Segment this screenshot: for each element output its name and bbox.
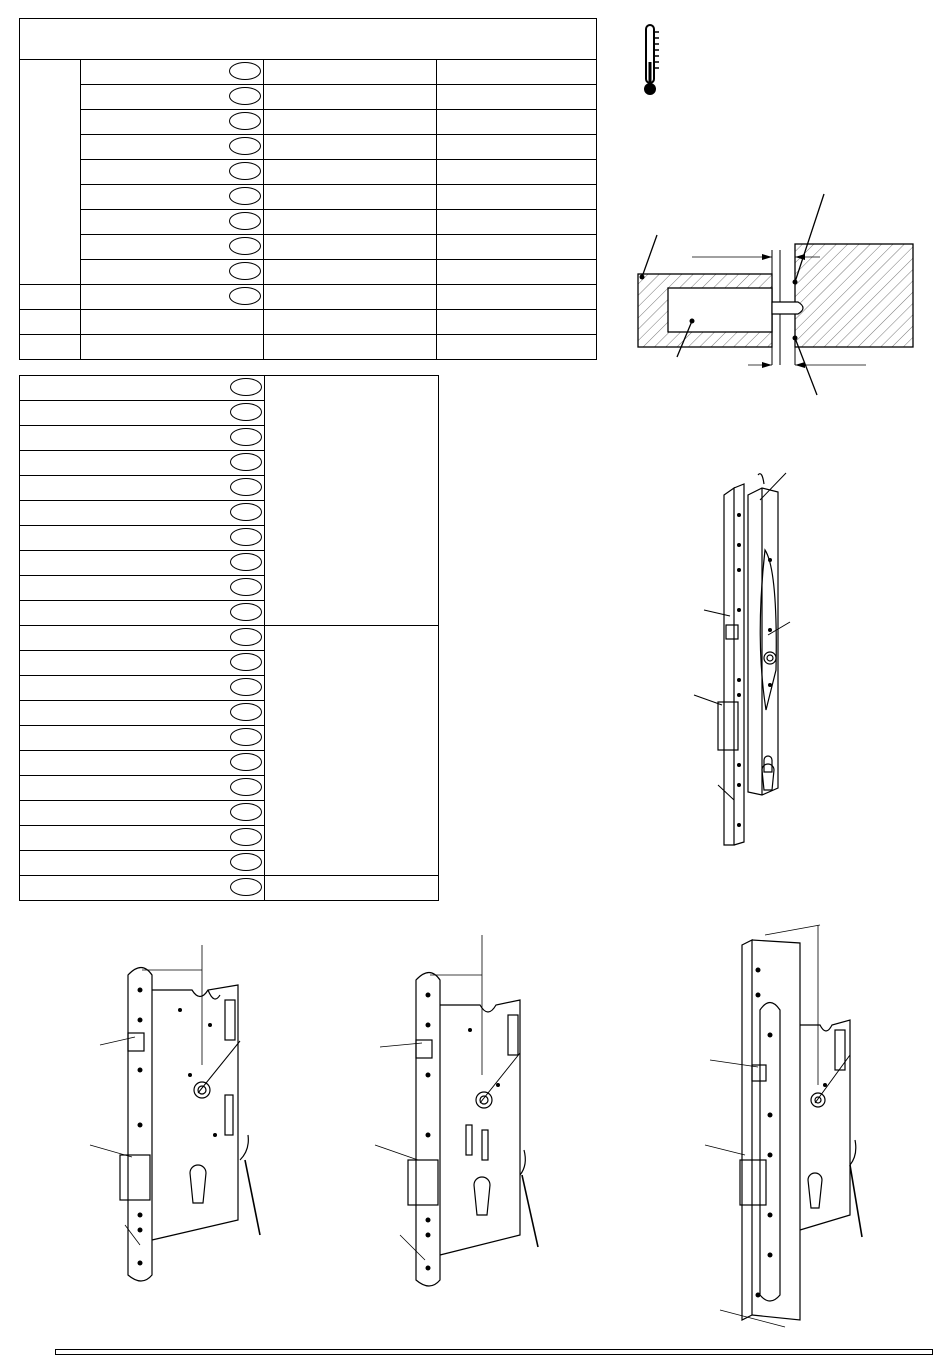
option-row — [20, 601, 265, 626]
option-row — [20, 451, 265, 476]
spec-extra-group — [20, 285, 81, 310]
option-badge — [230, 503, 262, 521]
option-row — [20, 426, 265, 451]
spec-row-value — [437, 285, 597, 310]
spec-row-label — [81, 110, 264, 135]
spec-row-label — [81, 85, 264, 110]
lock-narrow-stile — [690, 470, 800, 850]
lock-round-faceplate-a — [90, 945, 280, 1285]
spec-table-title — [20, 19, 597, 60]
option-badge — [230, 778, 262, 796]
option-row — [20, 701, 265, 726]
spec-row-value — [264, 335, 437, 360]
option-row-last — [20, 876, 265, 901]
option-row — [20, 576, 265, 601]
option-badge — [230, 678, 262, 696]
option-row — [20, 626, 265, 651]
option-badge — [230, 828, 262, 846]
spec-row-badge — [229, 237, 261, 255]
option-badge — [230, 403, 262, 421]
spec-row-badge — [229, 87, 261, 105]
spec-row-label — [81, 60, 264, 85]
option-badge — [230, 728, 262, 746]
option-row — [20, 551, 265, 576]
option-row — [20, 726, 265, 751]
option-row — [20, 401, 265, 426]
lock-round-faceplate-b — [370, 935, 560, 1295]
spec-extra-group — [20, 310, 81, 335]
option-last-value — [265, 876, 439, 901]
spec-row-badge — [229, 62, 261, 80]
option-row — [20, 651, 265, 676]
spec-row-value — [264, 85, 437, 110]
spec-row-value — [264, 310, 437, 335]
spec-row-value — [437, 60, 597, 85]
spec-row-badge — [229, 212, 261, 230]
spec-table — [19, 18, 597, 360]
spec-table-group-label — [20, 60, 81, 285]
option-row — [20, 801, 265, 826]
spec-row-label — [81, 235, 264, 260]
spec-row-value — [437, 135, 597, 160]
option-badge — [230, 428, 262, 446]
option-badge — [230, 528, 262, 546]
option-row — [20, 751, 265, 776]
option-table — [19, 375, 439, 901]
spec-row-badge — [229, 137, 261, 155]
option-row — [20, 826, 265, 851]
spec-row-value — [437, 210, 597, 235]
spec-row-value — [437, 160, 597, 185]
spec-row-label — [81, 185, 264, 210]
spec-row-value — [264, 210, 437, 235]
option-row — [20, 376, 265, 401]
spec-row-value — [264, 160, 437, 185]
spec-row-badge — [229, 262, 261, 280]
lock-case — [668, 288, 772, 332]
spec-row-label — [81, 310, 264, 335]
spec-row-badge — [229, 187, 261, 205]
spec-row-label — [81, 260, 264, 285]
option-row — [20, 851, 265, 876]
spec-row-label — [81, 335, 264, 360]
spec-row-value — [264, 235, 437, 260]
option-badge — [230, 753, 262, 771]
spec-row-badge — [229, 162, 261, 180]
spec-row-label — [81, 135, 264, 160]
option-row — [20, 501, 265, 526]
spec-row-label — [81, 160, 264, 185]
door-gap-section — [630, 190, 920, 400]
spec-row-value — [264, 135, 437, 160]
spec-row-badge — [229, 287, 261, 305]
spec-extra-group — [20, 335, 81, 360]
spec-row-value — [437, 235, 597, 260]
option-row — [20, 776, 265, 801]
spec-row-badge — [229, 112, 261, 130]
spec-row-value — [437, 110, 597, 135]
lock-wide-faceplate — [700, 915, 880, 1335]
option-badge — [230, 378, 262, 396]
option-badge — [230, 703, 262, 721]
spec-row-value — [437, 85, 597, 110]
option-badge — [230, 628, 262, 646]
thermometer-icon — [636, 22, 666, 97]
spec-row-value — [437, 335, 597, 360]
spec-row-label — [81, 285, 264, 310]
spec-row-value — [264, 60, 437, 85]
option-badge — [230, 803, 262, 821]
spec-row-label — [81, 210, 264, 235]
spec-row-value — [437, 260, 597, 285]
door-frame — [795, 244, 913, 347]
option-group-a-value — [265, 376, 439, 626]
option-badge — [230, 878, 262, 896]
option-group-b-value — [265, 626, 439, 876]
option-badge — [230, 453, 262, 471]
footer-rule — [55, 1349, 933, 1355]
option-badge — [230, 853, 262, 871]
spec-row-value — [264, 285, 437, 310]
spec-row-value — [264, 260, 437, 285]
spec-row-value — [437, 310, 597, 335]
option-badge — [230, 603, 262, 621]
spec-row-value — [437, 185, 597, 210]
option-badge — [230, 653, 262, 671]
spec-row-value — [264, 185, 437, 210]
option-badge — [230, 553, 262, 571]
spec-row-value — [264, 110, 437, 135]
option-row — [20, 526, 265, 551]
option-badge — [230, 478, 262, 496]
option-row — [20, 476, 265, 501]
option-badge — [230, 578, 262, 596]
option-row — [20, 676, 265, 701]
